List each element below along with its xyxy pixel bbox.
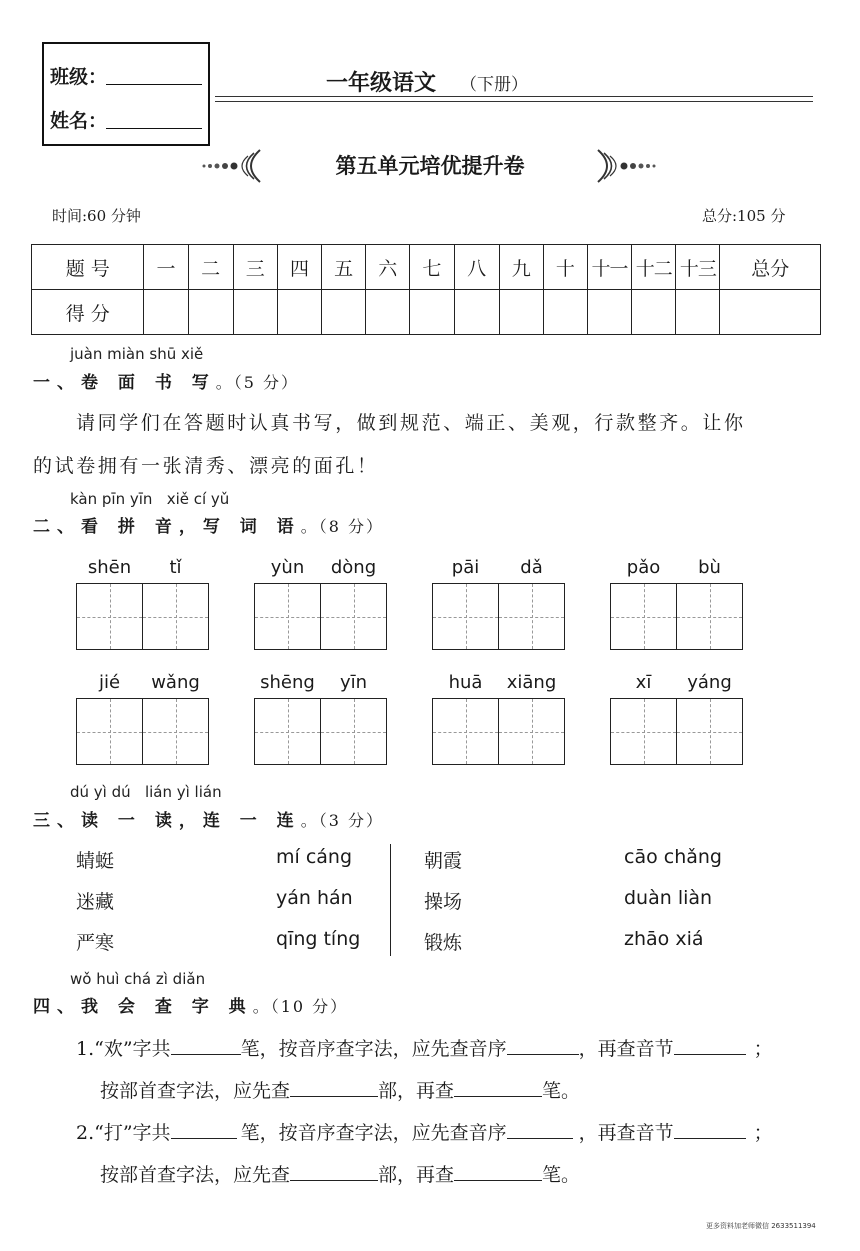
word-pinyin: xiāng xyxy=(506,672,557,693)
question1-line1 xyxy=(76,1034,773,1061)
writing-grid-cell[interactable] xyxy=(610,583,677,650)
q1-blank-strokes[interactable] xyxy=(171,1053,241,1055)
section2-title: 二、看 拼 音，写 词 语 xyxy=(33,517,301,537)
table-col: 七 xyxy=(410,245,454,290)
writing-grid-cell[interactable] xyxy=(320,698,387,765)
section1-score: 。（5 分） xyxy=(215,373,300,392)
q2-blank-remaining-strokes[interactable] xyxy=(454,1179,542,1181)
name-label: 姓名： xyxy=(50,110,108,132)
section4-score: 。（10 分） xyxy=(252,997,349,1016)
section2-score: 。（8 分） xyxy=(300,517,384,536)
grid-guide-vertical xyxy=(710,699,711,764)
writing-grid-cell[interactable] xyxy=(498,583,565,650)
grid-guide-vertical xyxy=(710,584,711,649)
grid-guide-vertical xyxy=(354,584,355,649)
table-col: 二 xyxy=(188,245,233,290)
footer-note: 更多资料加老师微信 2633511394 xyxy=(706,1222,816,1230)
writing-grid-cell[interactable] xyxy=(676,698,743,765)
table-head-score: 得 分 xyxy=(32,290,144,335)
section1-title: 一、卷 面 书 写 xyxy=(33,373,216,393)
class-label: 班级： xyxy=(50,66,108,88)
q1-text: ； xyxy=(753,1038,773,1060)
word-pinyin: huā xyxy=(448,672,483,693)
word-pinyin: yīn xyxy=(339,672,368,693)
header-rule-top xyxy=(215,96,813,97)
section3-pinyin: dú yì dú lián yì lián xyxy=(70,783,222,801)
word-pinyin: pāi xyxy=(451,557,480,578)
match-left-word[interactable]: 迷藏 xyxy=(76,891,115,913)
word-pinyin: yáng xyxy=(687,672,732,693)
grid-guide-vertical xyxy=(532,699,533,764)
q1-blank-radical[interactable] xyxy=(290,1095,378,1097)
score-cell[interactable] xyxy=(632,290,676,335)
score-cell[interactable] xyxy=(587,290,631,335)
q2-blank-initial[interactable] xyxy=(507,1137,573,1139)
grid-guide-vertical xyxy=(110,584,111,649)
q2-text: 笔。 xyxy=(542,1164,581,1186)
total-score-label: 总分:105 分 xyxy=(702,207,786,225)
q1-text: 按部首查字法，应先查 xyxy=(100,1080,291,1102)
score-cell[interactable] xyxy=(233,290,277,335)
word-pinyin: wǎng xyxy=(151,672,200,693)
score-cell[interactable] xyxy=(188,290,233,335)
grid-guide-vertical xyxy=(288,584,289,649)
section3-heading xyxy=(33,806,384,831)
table-col: 八 xyxy=(454,245,499,290)
q1-blank-initial[interactable] xyxy=(507,1053,579,1055)
writing-grid-cell[interactable] xyxy=(142,583,209,650)
word-pinyin: dǎ xyxy=(520,557,543,578)
writing-grid-cell[interactable] xyxy=(76,698,143,765)
question1-line2 xyxy=(100,1076,580,1103)
table-col: 五 xyxy=(322,245,366,290)
match-right-word[interactable]: 朝霞 xyxy=(424,850,463,872)
score-cell[interactable] xyxy=(144,290,188,335)
score-cell[interactable] xyxy=(454,290,499,335)
q2-text: 2.“打”字共 xyxy=(76,1122,171,1144)
word-pinyin: pǎo xyxy=(626,557,661,578)
table-col: 三 xyxy=(233,245,277,290)
section2-pinyin: kàn pīn yīn xiě cí yǔ xyxy=(70,490,230,508)
match-left-word[interactable]: 蜻蜓 xyxy=(76,850,115,872)
match-right-word[interactable]: 锻炼 xyxy=(424,932,463,954)
grid-guide-vertical xyxy=(644,699,645,764)
section1-pinyin: juàn miàn shū xiě xyxy=(70,345,204,363)
class-blank[interactable] xyxy=(106,84,202,85)
time-label: 时间:60 分钟 xyxy=(52,207,141,225)
word-pinyin: dòng xyxy=(330,557,377,578)
name-blank[interactable] xyxy=(106,128,202,129)
match-left-word[interactable]: 严寒 xyxy=(76,932,115,954)
table-col: 九 xyxy=(499,245,543,290)
table-col: 十三 xyxy=(676,245,720,290)
question2-line1 xyxy=(76,1118,773,1145)
q2-text: 笔，按音序查字法，应先查音序 xyxy=(240,1122,507,1144)
match-left-pinyin[interactable]: mí cáng xyxy=(276,846,353,868)
grid-guide-vertical xyxy=(354,699,355,764)
q1-text: 部，再查 xyxy=(378,1080,455,1102)
writing-grid-cell[interactable] xyxy=(432,698,499,765)
word-pinyin: shēng xyxy=(260,672,315,693)
section2-heading xyxy=(33,512,384,537)
q1-text: 笔，按音序查字法，应先查音序 xyxy=(240,1038,507,1060)
question2-line2 xyxy=(100,1160,580,1187)
grid-guide-vertical xyxy=(532,584,533,649)
score-cell[interactable] xyxy=(676,290,720,335)
q2-text: ； xyxy=(753,1122,773,1144)
q1-text: 笔。 xyxy=(542,1080,581,1102)
section4-title: 四、我 会 查 字 典 xyxy=(33,997,253,1017)
match-right-word[interactable]: 操场 xyxy=(424,891,463,913)
word-pinyin: yùn xyxy=(270,557,305,578)
table-col: 一 xyxy=(144,245,188,290)
table-col: 六 xyxy=(366,245,410,290)
q1-text: ，再查音节 xyxy=(578,1038,674,1060)
score-cell[interactable] xyxy=(499,290,543,335)
q2-text: 按部首查字法，应先查 xyxy=(100,1164,291,1186)
writing-grid-cell[interactable] xyxy=(320,583,387,650)
score-cell[interactable] xyxy=(277,290,321,335)
table-col: 四 xyxy=(277,245,321,290)
q2-text: ，再查音节 xyxy=(578,1122,674,1144)
word-pinyin: tǐ xyxy=(169,557,182,578)
q2-blank-strokes[interactable] xyxy=(171,1137,237,1139)
score-cell[interactable] xyxy=(366,290,410,335)
writing-grid-cell[interactable] xyxy=(254,583,321,650)
score-table xyxy=(31,244,821,335)
match-right-pinyin[interactable]: duàn liàn xyxy=(624,887,713,909)
word-pinyin: jié xyxy=(98,672,121,693)
writing-grid-cell[interactable] xyxy=(610,698,677,765)
match-right-pinyin[interactable]: zhāo xiá xyxy=(624,928,704,950)
table-col: 十 xyxy=(543,245,587,290)
book-title: 一年级语文 xyxy=(326,71,437,96)
match-right-pinyin[interactable]: cāo chǎng xyxy=(624,846,722,868)
class-name-box xyxy=(42,42,210,146)
table-col: 十二 xyxy=(632,245,676,290)
section1-line1: 请同学们在答题时认真书写，做到规范、端正、美观，行款整齐。让你 xyxy=(76,412,746,434)
q1-text: 1.“欢”字共 xyxy=(76,1038,171,1060)
section1-line2: 的试卷拥有一张清秀、漂亮的面孔！ xyxy=(33,455,379,477)
score-cell[interactable] xyxy=(322,290,366,335)
score-table-header-row xyxy=(32,245,821,290)
q2-text: 部，再查 xyxy=(378,1164,455,1186)
match-left-pinyin[interactable]: yán hán xyxy=(276,887,353,909)
score-cell[interactable] xyxy=(410,290,454,335)
grid-guide-vertical xyxy=(288,699,289,764)
word-pinyin: xī xyxy=(635,672,652,693)
score-cell-total[interactable] xyxy=(720,290,821,335)
paper-title: 第五单元培优提升卷 xyxy=(335,154,525,178)
writing-grid-cell[interactable] xyxy=(142,698,209,765)
writing-grid-cell[interactable] xyxy=(676,583,743,650)
grid-guide-vertical xyxy=(176,584,177,649)
writing-grid-cell[interactable] xyxy=(254,698,321,765)
table-head-total: 总分 xyxy=(720,245,821,290)
score-cell[interactable] xyxy=(543,290,587,335)
section4-pinyin: wǒ huì chá zì diǎn xyxy=(70,970,206,988)
q1-blank-syllable[interactable] xyxy=(674,1053,746,1055)
writing-grid-cell[interactable] xyxy=(498,698,565,765)
book-subtitle: （下册） xyxy=(460,75,528,95)
writing-grid-cell[interactable] xyxy=(432,583,499,650)
grid-guide-vertical xyxy=(110,699,111,764)
grid-guide-vertical xyxy=(466,699,467,764)
word-pinyin: bù xyxy=(698,557,721,578)
table-col: 十一 xyxy=(587,245,631,290)
table-head-number: 题 号 xyxy=(32,245,144,290)
grid-guide-vertical xyxy=(466,584,467,649)
section1-heading xyxy=(33,368,299,393)
match-divider xyxy=(390,844,391,956)
grid-guide-vertical xyxy=(644,584,645,649)
q2-blank-syllable[interactable] xyxy=(674,1137,746,1139)
match-left-pinyin[interactable]: qīng tíng xyxy=(276,928,361,950)
writing-grid-cell[interactable] xyxy=(76,583,143,650)
q1-blank-remaining-strokes[interactable] xyxy=(454,1095,542,1097)
section4-heading xyxy=(33,992,348,1017)
header-rule-bottom xyxy=(215,101,813,102)
section3-score: 。（3 分） xyxy=(300,811,384,830)
q2-blank-radical[interactable] xyxy=(290,1179,378,1181)
score-table-score-row xyxy=(32,290,821,335)
grid-guide-vertical xyxy=(176,699,177,764)
section3-title: 三、读 一 读，连 一 连 xyxy=(33,811,301,831)
word-pinyin: shēn xyxy=(87,557,132,578)
